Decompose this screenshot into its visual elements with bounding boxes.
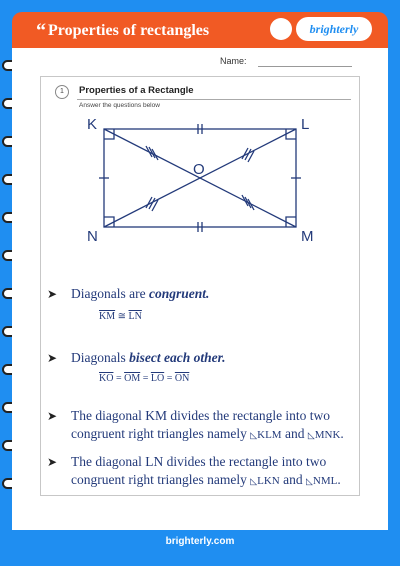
quote-icon: “ xyxy=(36,20,46,42)
worksheet-title xyxy=(36,18,209,41)
list-item: ➤ The diagonal LN divides the rectangle into two congruent right triangles namely ◺LKN and ◺NML. xyxy=(47,454,341,487)
right-triangle-icon: ◺ xyxy=(305,476,313,486)
worksheet-page xyxy=(12,48,388,530)
vertex-label-k: K xyxy=(87,116,98,133)
tick-mark-ko xyxy=(146,146,158,160)
worksheet-header xyxy=(12,12,388,48)
tick-mark-lo xyxy=(242,148,254,162)
question-number: 1 xyxy=(55,85,69,99)
arrowhead-bullet-icon: ➤ xyxy=(47,455,58,469)
footer-url[interactable]: brighterly.com xyxy=(165,536,235,547)
arrowhead-bullet-icon: ➤ xyxy=(47,409,58,423)
vertex-label-n: N xyxy=(87,228,98,245)
vertex-label-l: L xyxy=(301,116,310,133)
list-item: ➤ Diagonals bisect each other. xyxy=(47,350,226,365)
right-triangle-icon: ◺ xyxy=(250,430,258,440)
list-item: ➤ The diagonal KM divides the rectangle into two congruent right triangles namely ◺KLM and ◺MNK. xyxy=(47,408,344,441)
math-line: $\overline{KM}$ ≅ $\overline{LN}$ xyxy=(99,311,142,322)
name-label: Name: xyxy=(220,56,247,66)
question-title: Properties of a Rectangle xyxy=(79,85,194,96)
right-triangle-icon: ◺ xyxy=(307,430,315,440)
rectangle-diagram xyxy=(41,77,359,277)
circle-decoration xyxy=(270,18,292,40)
vertex-label-m: M xyxy=(301,228,314,245)
worksheet-title-text: Properties of rectangles xyxy=(48,22,210,39)
arrowhead-bullet-icon: ➤ xyxy=(47,351,58,365)
list-item: ➤ Diagonals are congruent. xyxy=(47,286,210,301)
math-line: $\overline{KO} = \overline{OM} = \overline{LO} = \overline{ON}$ xyxy=(99,373,190,384)
question-card xyxy=(40,76,360,496)
question-instructions: Answer the questions below xyxy=(79,102,160,109)
brand-logo[interactable]: brighterly xyxy=(296,17,372,41)
tick-mark-on xyxy=(146,197,158,211)
right-triangle-icon: ◺ xyxy=(250,476,258,486)
tick-mark-om xyxy=(242,195,254,210)
center-label-o: O xyxy=(193,161,205,178)
name-field[interactable] xyxy=(258,66,352,67)
arrowhead-bullet-icon: ➤ xyxy=(47,287,58,301)
